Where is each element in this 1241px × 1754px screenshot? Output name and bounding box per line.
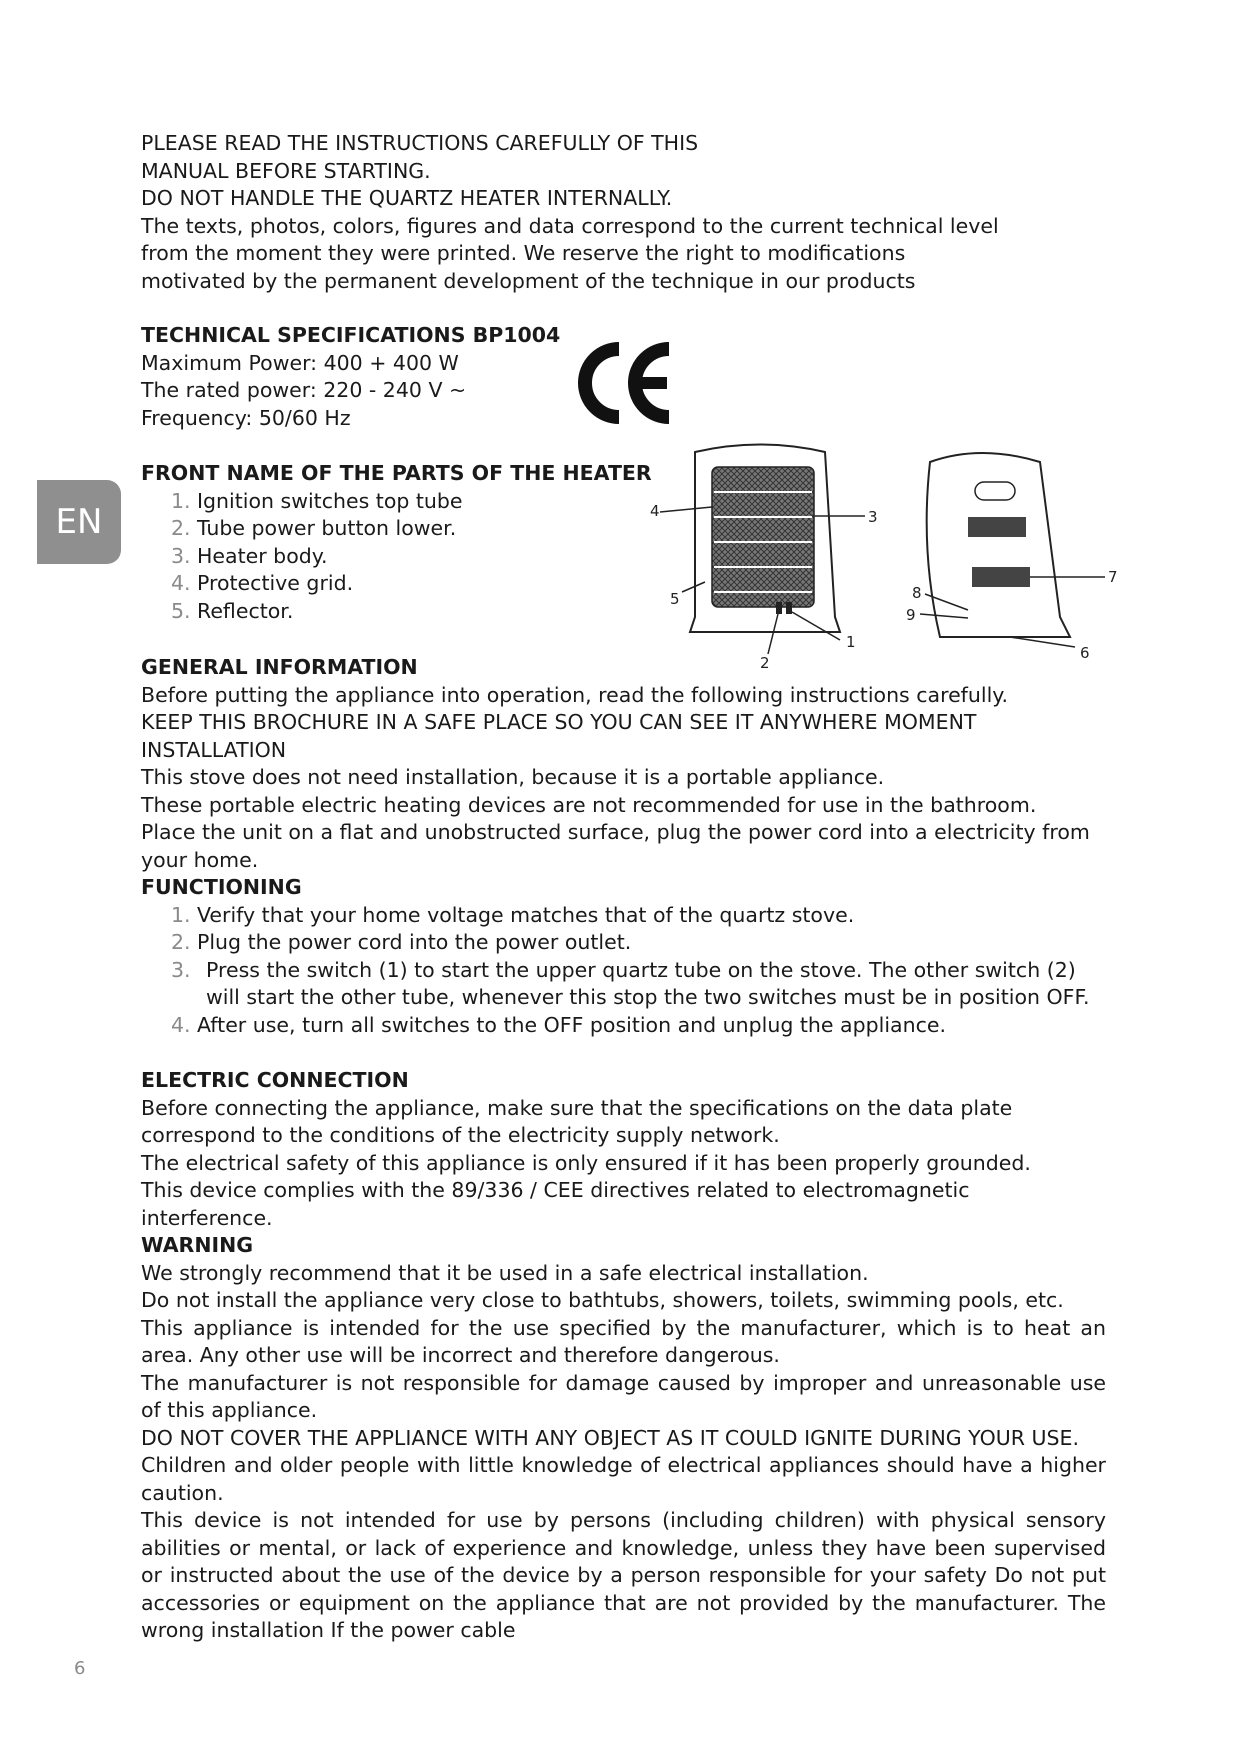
list-item: 4. After use, turn all switches to the OFF position and unplug the appliance. (171, 1012, 946, 1037)
callout-6: 6 (1080, 644, 1090, 662)
warning-line: Do not install the appliance very close to bathtubs, showers, toilets, swimming pools, etc. (141, 1288, 1064, 1312)
list-item: 1. Ignition switches top tube (171, 488, 463, 513)
warning-section (141, 1232, 1106, 1645)
warning-line: Children and older people with little knowledge of electrical appliances should have a higher caution. (141, 1453, 1106, 1505)
callout-7: 7 (1108, 568, 1118, 586)
general-line: Before putting the appliance into operation, read the following instructions carefully. (141, 682, 1009, 707)
heater-parts-diagram (650, 432, 1130, 680)
specs-section (141, 322, 621, 432)
list-item: 4. Protective grid. (171, 571, 354, 595)
callout-1: 1 (846, 633, 856, 651)
callout-9: 9 (906, 606, 916, 624)
parts-section (141, 460, 661, 625)
warning-line: DO NOT COVER THE APPLIANCE WITH ANY OBJECT AS IT COULD IGNITE DURING YOUR USE. (141, 1425, 1079, 1450)
warning-line: We strongly recommend that it be used in a safe electrical installation. (141, 1260, 869, 1285)
list-item: 3. Press the switch (1) to start the upper quartz tube on the stove. The other switch (2) will start the other tube, whenever this stop the two switches must be in position OFF. (171, 957, 1090, 1009)
intro-section (141, 130, 1106, 295)
heater-front-view (650, 445, 878, 673)
general-title: GENERAL INFORMATION (141, 655, 418, 679)
spec-line: Frequency: 50/60 Hz (141, 405, 351, 430)
electric-title: ELECTRIC CONNECTION (141, 1068, 409, 1092)
intro-line: MANUAL BEFORE STARTING. (141, 158, 431, 183)
general-line: These portable electric heating devices are not recommended for use in the bathroom. (141, 792, 1037, 817)
list-item: 3. Heater body. (171, 543, 328, 568)
electric-line: This device complies with the 89/336 / CEE directives related to electromagnetic interference. (141, 1178, 970, 1230)
callout-2: 2 (760, 654, 770, 672)
functioning-list (141, 902, 1106, 1040)
warning-line: This appliance is intended for the use specified by the manufacturer, which is to heat an area. Any other use will be incorrect and therefore dangerous. (141, 1315, 1106, 1367)
intro-line: motivated by the permanent development of the technique in our products (141, 268, 916, 293)
spec-line: Maximum Power: 400 + 400 W (141, 350, 459, 375)
general-line: This stove does not need installation, because it is a portable appliance. (141, 765, 885, 789)
general-section (141, 654, 1106, 874)
functioning-section (141, 874, 1106, 1039)
warning-title: WARNING (141, 1233, 254, 1257)
general-line: Place the unit on a flat and unobstructed surface, plug the power cord into a electricity from your home. (141, 820, 1090, 872)
electric-line: Before connecting the appliance, make sure that the specifications on the data plate correspond to the conditions of the electricity supply network. (141, 1095, 1013, 1147)
warning-line: This device is not intended for use by persons (including children) with physical sensory abilities or mental, or lack of experience and knowledge, unless they have been supervised or instructed about the use of the device by a person responsible for your safety Do not put accessories or equipment on the appliance that are not provided by the manufacturer. The wrong installation If the power cable (141, 1508, 1106, 1642)
list-item: 2. Tube power button lower. (171, 516, 457, 540)
list-item: 1. Verify that your home voltage matches that of the quartz stove. (171, 902, 855, 927)
list-item: 2. Plug the power cord into the power outlet. (171, 930, 632, 954)
spec-line: The rated power: 220 - 240 V ~ (141, 378, 467, 402)
callout-3: 3 (868, 508, 878, 526)
callout-4: 4 (650, 502, 660, 520)
callout-8: 8 (912, 584, 922, 602)
functioning-title: FUNCTIONING (141, 875, 302, 899)
intro-line: DO NOT HANDLE THE QUARTZ HEATER INTERNALLY. (141, 186, 673, 210)
list-item: 5. Reflector. (171, 598, 294, 623)
heater-back-view (906, 453, 1118, 662)
specs-title: TECHNICAL SPECIFICATIONS BP1004 (141, 323, 561, 347)
intro-line: from the moment they were printed. We reserve the right to modifications (141, 241, 906, 265)
electric-line: The electrical safety of this appliance is only ensured if it has been properly grounded. (141, 1150, 1031, 1175)
intro-line: The texts, photos, colors, figures and data correspond to the current technical level (141, 213, 999, 238)
parts-list (141, 488, 661, 626)
language-tab: EN (37, 480, 121, 564)
parts-title: FRONT NAME OF THE PARTS OF THE HEATER (141, 461, 652, 485)
general-line: KEEP THIS BROCHURE IN A SAFE PLACE SO YOU CAN SEE IT ANYWHERE MOMENT INSTALLATION (141, 710, 977, 762)
ce-mark-logo (575, 337, 675, 429)
warning-line: The manufacturer is not responsible for damage caused by improper and unreasonable use of this appliance. (141, 1370, 1106, 1422)
electric-section (141, 1067, 1106, 1232)
intro-line: PLEASE READ THE INSTRUCTIONS CAREFULLY OF THIS (141, 131, 699, 155)
callout-5: 5 (670, 590, 680, 608)
page-number: 6 (74, 1658, 86, 1679)
